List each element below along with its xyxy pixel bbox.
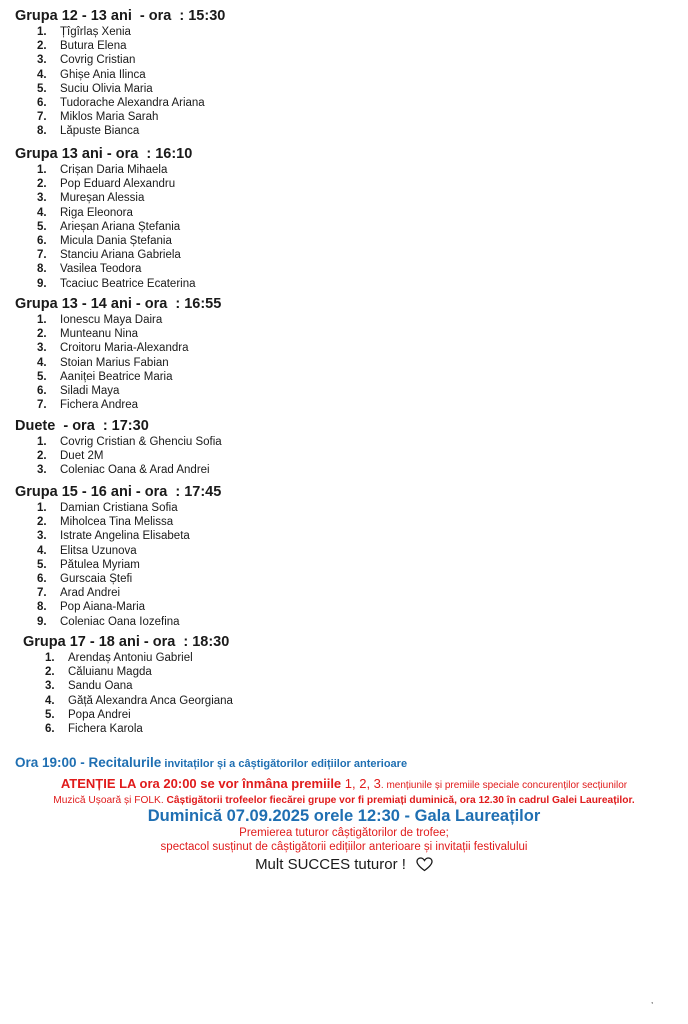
list-item [15,96,225,110]
group-13-14-section [15,296,221,412]
participant-list [15,435,222,478]
list-item [15,163,196,177]
entry-number: 3. [37,530,47,543]
participant-name: Suciu Olivia Maria [60,82,153,95]
participant-name: Arieșan Ariana Ștefania [60,220,181,233]
participant-name: Arendaș Antoniu Gabriel [68,652,193,664]
participant-name: Ghișe Ania Ilinca [60,68,146,81]
premiere-line-1: Premierea tuturor câștigătorilor de trofee; [239,827,449,839]
recital-rest: invitaților și a câștigătorilor edițiilor anterioare [161,758,408,770]
entry-number: 1. [37,436,47,448]
entry-number: 4. [37,68,47,81]
entry-number: 6. [37,234,47,247]
list-item [15,615,221,629]
list-item [15,124,225,138]
entry-number: 7. [37,111,47,124]
entry-number: 5. [37,558,47,571]
entry-number: 5. [37,370,47,383]
awards-line-1 [0,776,688,794]
participant-name: Fichera Andrea [60,399,138,412]
recital-main: Ora 19:00 - Recitalurile [15,755,162,770]
participant-name: Lăpuste Bianca [60,125,140,138]
list-item [15,39,225,53]
list-item [15,68,225,82]
participant-name: Fichera Karola [68,722,143,735]
list-item [15,398,221,412]
entry-number: 2. [45,666,55,679]
entry-number: 1. [37,502,47,514]
entry-number: 5. [45,708,55,721]
list-item [15,327,221,341]
list-item [15,53,225,67]
entry-number: 6. [45,722,55,735]
participant-name: Căluianu Magda [68,666,152,679]
entry-number: 8. [37,263,47,276]
list-item [15,248,196,262]
list-item [15,82,225,96]
list-item [15,177,196,191]
list-item [15,529,221,543]
participant-name: Arad Andrei [60,587,121,600]
participant-name: Pop Aiana-Maria [60,601,146,614]
participant-name: Covrig Cristian [60,54,136,67]
list-item [23,665,233,679]
list-item [23,694,233,708]
group-12-13-section [15,8,225,139]
list-item [23,651,233,665]
entry-number: 1. [37,164,47,176]
list-item [23,679,233,693]
list-item [15,384,221,398]
premiere-line-2: spectacol susținut de câștigătorii edițiilor anterioare și invitații festivalului [160,841,528,853]
participant-name: Aaniței Beatrice Maria [60,370,173,383]
participant-name: Stanciu Ariana Gabriela [60,249,181,262]
participant-list [15,501,221,629]
participant-name: Damian Cristiana Sofia [60,502,178,514]
entry-number: 8. [37,601,47,614]
entry-number: 4. [37,544,47,557]
group-title: Duete - ora : 17:30 [15,418,149,434]
participant-name: Coleniac Oana Iozefina [60,615,180,628]
list-item [23,722,233,736]
entry-number: 8. [37,125,47,138]
list-item [23,708,233,722]
page-mark: , [651,996,654,1005]
participant-name: Micula Dania Ștefania [60,234,172,247]
entry-number: 6. [37,384,47,397]
entry-number: 7. [37,587,47,600]
entry-number: 4. [45,694,55,707]
participant-name: Croitoru Maria-Alexandra [60,342,189,355]
participant-name: Vasilea Teodora [60,263,142,276]
entry-number: 1. [45,652,55,664]
list-item [15,586,221,600]
participant-name: Covrig Cristian & Ghenciu Sofia [60,436,222,448]
awards-notice [0,776,688,808]
participant-name: Istrate Angelina Elisabeta [60,530,190,543]
success-text: Mult SUCCES tuturor ! [255,856,406,873]
success-message [0,856,688,877]
participant-name: Elitsa Uzunova [60,544,137,557]
participant-name: Coleniac Oana & Arad Andrei [60,464,210,477]
list-item [15,544,221,558]
entry-number: 1. [37,314,47,326]
participant-list [15,25,225,139]
participant-name: Butura Elena [60,40,127,53]
list-item [15,25,225,39]
participant-name: Tudorache Alexandra Ariana [60,96,205,109]
list-item [15,501,221,515]
participant-name: Miklos Maria Sarah [60,111,159,124]
entry-number: 2. [37,178,47,191]
entry-number: 2. [37,450,47,463]
entry-number: 2. [37,328,47,341]
list-item [15,234,196,248]
list-item [15,435,222,449]
awards-line2-bold: Câștigătorii trofeelor fiecărei grupe vor fi premiați duminică, ora 12.30 în cadrul Galei Laureaților. [166,795,635,806]
participant-name: Munteanu Nina [60,328,138,341]
awards-numbers: 1, 2, 3 [341,776,381,791]
entry-number: 9. [37,277,47,290]
list-item [15,515,221,529]
list-item [15,341,221,355]
entry-number: 3. [45,680,55,693]
entry-number: 1. [37,26,47,38]
entry-number: 6. [37,96,47,109]
participant-name: Duet 2M [60,450,104,463]
recital-notice [15,755,407,770]
entry-number: 2. [37,40,47,53]
entry-number: 3. [37,54,47,67]
list-item [15,191,196,205]
list-item [15,463,222,477]
group-title: Grupa 15 - 16 ani - ora : 17:45 [15,484,222,500]
participant-name: Popa Andrei [68,708,131,721]
participant-name: Pop Eduard Alexandru [60,178,176,191]
awards-lead: ATENȚIE LA ora 20:00 se vor înmâna premiile [60,776,342,791]
group-13-section [15,146,196,291]
participant-list [23,651,233,736]
participant-name: Țîgîrlaș Xenia [60,26,131,38]
gala-heading: Duminică 07.09.2025 orele 12:30 - Gala Laureaților [147,807,541,825]
list-item [15,370,221,384]
participant-list [15,313,221,412]
participant-name: Gurscaia Ștefi [60,572,133,585]
premiere-notice [0,826,688,854]
list-item [15,449,222,463]
list-item [15,600,221,614]
list-item [15,262,196,276]
group-title: Grupa 13 ani - ora : 16:10 [15,146,193,162]
entry-number: 7. [37,249,47,262]
group-17-18-section [23,634,233,736]
participant-name: Tcaciuc Beatrice Ecaterina [60,277,196,290]
entry-number: 6. [37,572,47,585]
entry-number: 4. [37,356,47,369]
duets-section [15,418,222,478]
participant-name: Riga Eleonora [60,206,133,219]
participant-list [15,163,196,291]
participant-name: Miholcea Tina Melissa [60,516,174,529]
list-item [15,277,196,291]
awards-line2-start: Muzică Ușoară și FOLK. [53,795,167,806]
list-item [15,572,221,586]
participant-name: Crișan Daria Mihaela [60,164,168,176]
entry-number: 5. [37,82,47,95]
entry-number: 2. [37,516,47,529]
list-item [15,558,221,572]
list-item [15,206,196,220]
participant-name: Sandu Oana [68,680,133,693]
heart-icon [416,857,433,877]
list-item [15,110,225,124]
group-title: Grupa 13 - 14 ani - ora : 16:55 [15,296,222,312]
participant-name: Mureșan Alessia [60,192,145,205]
participant-name: Găță Alexandra Anca Georgiana [68,694,233,707]
group-15-16-section [15,484,221,629]
group-title: Grupa 12 - 13 ani - ora : 15:30 [15,8,226,24]
participant-name: Pătulea Myriam [60,558,140,571]
list-item [15,313,221,327]
entry-number: 7. [37,399,47,412]
participant-name: Ionescu Maya Daira [60,314,163,326]
entry-number: 3. [37,464,47,477]
participant-name: Siladi Maya [60,384,120,397]
group-title: Grupa 17 - 18 ani - ora : 18:30 [23,634,230,650]
awards-tail: . mențiunile și premiile speciale concurenților secțiunilor [380,780,628,791]
list-item [15,356,221,370]
entry-number: 4. [37,206,47,219]
entry-number: 3. [37,192,47,205]
entry-number: 5. [37,220,47,233]
entry-number: 3. [37,342,47,355]
participant-name: Stoian Marius Fabian [60,356,169,369]
entry-number: 9. [37,615,47,628]
list-item [15,220,196,234]
